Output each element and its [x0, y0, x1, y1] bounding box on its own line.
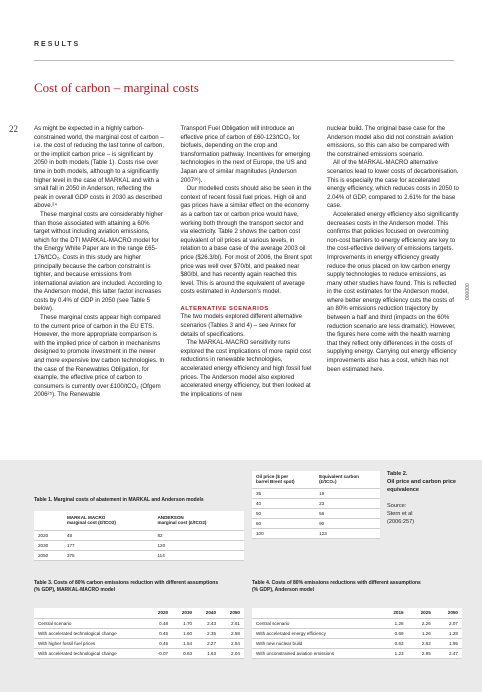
table-cell: 56	[315, 508, 380, 518]
side-code: 000000	[465, 283, 471, 300]
table2	[252, 471, 380, 539]
table-header-cell: 2030	[172, 608, 196, 618]
table-row	[34, 648, 244, 658]
table-row	[252, 638, 462, 648]
table-cell: 90	[315, 518, 380, 528]
table-row	[34, 618, 244, 628]
section-label: RESULTS	[34, 41, 81, 48]
table-row	[34, 550, 244, 560]
table-cell: 375	[63, 550, 154, 560]
table-header-cell: ANDERSON marginal cost (£/tCO2)	[153, 511, 244, 530]
table-cell: 82	[153, 530, 244, 540]
table-row	[252, 628, 462, 638]
body-columns	[34, 125, 459, 399]
table-header-row	[252, 471, 380, 488]
top-rule	[34, 60, 454, 61]
table-header-cell: 2040	[196, 608, 220, 618]
page-number: 22	[9, 124, 18, 134]
table-header-cell: 2025	[408, 608, 435, 618]
body-column-2	[180, 125, 313, 398]
table-cell: 1.60	[172, 628, 196, 638]
table-row	[34, 638, 244, 648]
table-cell: 120	[153, 540, 244, 550]
table-cell: 2.04	[220, 648, 244, 658]
paragraph: nuclear build. The original base case for the Anderson model also did not constrain aviation emissions, so this can also be compared with the constrained emissions scenario.	[327, 125, 454, 158]
table-cell: With higher fossil fuel prices	[34, 638, 148, 648]
table-cell: 1.26	[408, 628, 435, 638]
table-cell: 2.61	[220, 618, 244, 628]
paragraph: The two models explored different alternative scenarios (Tables 3 and 4) – see Annex for details of specifications.	[180, 313, 302, 338]
table-header-row	[34, 608, 244, 618]
table-cell: With new nuclear build	[252, 638, 380, 648]
table-cell: 0.63	[172, 648, 196, 658]
table-cell: 2.95	[408, 648, 435, 658]
table-cell: 2.47	[435, 648, 462, 658]
table-cell: 48	[63, 530, 154, 540]
table-cell: 50	[252, 508, 315, 518]
table-cell: 1.23	[380, 648, 407, 658]
table-header-row	[252, 608, 462, 618]
table-cell: 1.54	[172, 638, 196, 648]
table-header-cell: MARKAL MACRO marginal cost (£/tCO2)	[63, 511, 154, 530]
paragraph: These marginal costs appear high compared to the current price of carbon in the EU ETS. However, the more appropriate comparison is with the implied price of carbon in mechanisms designed to promote investment in the newer and more expensive low carbon technologies. In the case of the Renewables Obligation, for example, the effective price of carbon to consumers is currently over £100/tCO₂ (Ofgem 2006²⁵). The Renewable	[34, 314, 165, 399]
table-cell: With unconstrained aviation emissions	[252, 648, 380, 658]
paragraph: All of the MARKAL-MACRO alternative scenarios lead to lower costs of decarbonisation. This is especially the case for accelerated energy efficiency, which reduces costs in 2050 to 2.04% of GDP, compared to 2.61% for the base case.	[327, 159, 459, 210]
table-row	[252, 648, 462, 658]
table-cell: Central scenario	[34, 618, 148, 628]
table-header-cell: 2015	[380, 608, 407, 618]
table-cell: 123	[315, 528, 380, 538]
table-header-cell: 2050	[220, 608, 244, 618]
table-cell: 2020	[34, 530, 63, 540]
table-cell: 0.48	[148, 618, 172, 628]
table-row	[34, 628, 244, 638]
table2-caption-source: Source: Stern et al (2006:257)	[387, 503, 415, 525]
table-header-row	[34, 511, 244, 530]
table-header-cell: Equivalent carbon (£/tCO₂)	[315, 471, 380, 488]
table-cell: 1.70	[172, 618, 196, 628]
table-cell: 0.45	[148, 628, 172, 638]
table3	[34, 608, 244, 659]
table-header-cell: 2050	[435, 608, 462, 618]
table-cell: 1.28	[435, 628, 462, 638]
table2-caption	[387, 470, 457, 526]
paragraph: These marginal costs are considerably higher than those associated with attaining a 60% target without including aviation emissions, which for the DTI MARKAL-MACRO model for the Energy White Paper are in the range £65-176/tCO₂. Costs in this study are higher principally because the carbon constraint is tighter, and because emissions from international aviation are included. According to the Anderson model, this latter factor increases costs by 0.4% of GDP in 2050 (see Table 5 below).	[34, 210, 163, 313]
table-cell: 2.54	[220, 638, 244, 648]
table-cell: 0.45	[148, 638, 172, 648]
table-cell: 2.62	[408, 638, 435, 648]
table-cell: 2.43	[196, 618, 220, 628]
table-cell: With accelerated technological change	[34, 628, 148, 638]
table-cell: 0.69	[380, 628, 407, 638]
table-row	[252, 488, 380, 498]
table4	[252, 608, 462, 659]
table-row	[252, 498, 380, 508]
paragraph: As might be expected in a highly carbon-constrained world, the marginal cost of carbon – i.e. the cost of reducing the last tonne of carbon, or the implicit carbon price – is significant by 2050 in both models (Table 1). Costs rise over time in both models, although to a significantly higher level in the case of MARKAL and with a small fall in 2050 in Anderson, reflecting the peak in overall GDP costs in 2030 as described above.²⁴	[34, 125, 165, 210]
paragraph: Our modelled costs should also be seen in the context of recent fossil fuel prices. High oil and gas prices have a similar effect on the economy as a carbon tax or carbon price would have, working both through the transport sector and via electricity. Table 2 shows the carbon cost equivalent of oil prices at various levels, in relation to a base case of the average 2003 oil price ($26.3/bl). For most of 2006, the Brent spot price was well over $70/bl, and peaked near $80/bl, and has recently again reached this level. This is around the equivalent of average costs estimated in Anderson's model.	[180, 185, 312, 296]
table-cell: 0.63	[380, 638, 407, 648]
table-cell: With accelerated technological change	[34, 648, 148, 658]
paragraph: The MARKAL-MACRO sensitivity runs explored the cost implications of more rapid cost reductions in renewable technologies, accelerated energy efficiency and high fossil fuel prices. The Anderson model also explored accelerated energy efficiency, but then looked at the implications of new	[180, 339, 312, 398]
table1-title: Table 1. Marginal costs of abatement in MARKAL and Anderson models	[34, 497, 204, 503]
table-cell: 114	[153, 550, 244, 560]
table-row	[252, 618, 462, 628]
table-cell: 1.26	[380, 618, 407, 628]
table-cell: With accelerated energy efficiency	[252, 628, 380, 638]
table-cell: 2.07	[435, 618, 462, 628]
table-cell: 19	[315, 488, 380, 498]
table1	[34, 511, 244, 561]
table-header-cell: 2020	[148, 608, 172, 618]
table3-title: Table 3. Costs of 80% carbon emissions reduction with different assumptions (% GDP), MARKAL-MACRO model	[34, 580, 219, 593]
table-cell: 2030	[34, 540, 63, 550]
table-cell: 23	[315, 498, 380, 508]
table-cell: 2.58	[220, 628, 244, 638]
table-cell: 40	[252, 498, 315, 508]
table-cell: 1.95	[435, 638, 462, 648]
table-cell: 177	[63, 540, 154, 550]
table-row	[34, 540, 244, 550]
body-column-3	[327, 125, 459, 373]
table-cell: 1.63	[196, 648, 220, 658]
paragraph: Transport Fuel Obligation will introduce an effective price of carbon of £60-123/tCO₂ for biofuels, depending on the crop and transformation pathway. Incentives for emerging technologies in the next of Europe, the US and Japan are of similar magnitudes (Anderson 2007²⁶).	[180, 125, 311, 184]
table-row	[252, 528, 380, 538]
section-heading: ALTERNATIVE SCENARIOS	[180, 305, 269, 312]
paragraph: Accelerated energy efficiency also significantly decreases costs in the Anderson model. This confirms that policies focused on overcoming non-cost barriers to energy efficiency are key to the cost-effective delivery of emissions targets. Improvements in energy efficiency greatly reduce the onus placed on low carbon energy supply technologies to reduce emissions, as many other studies have found. This is reflected in the cost estimates for the Anderson model, where better energy efficiency cuts the costs of an 80% emissions reduction trajectory by between a half and third (impacts on the 60% reduction scenario are less dramatic). However, the figures here come with the health warning that they reflect only differences in the costs of supplying energy. Carrying out energy efficiency improvements also has a cost, which has not been estimated here.	[327, 210, 459, 373]
table-cell: 2.35	[196, 628, 220, 638]
table-header-cell	[34, 511, 63, 530]
body-column-1	[34, 125, 166, 399]
table-row	[34, 530, 244, 540]
table-header-cell	[252, 608, 380, 618]
table-cell: 35	[252, 488, 315, 498]
table-cell: -0.07	[148, 648, 172, 658]
page-title: Cost of carbon – marginal costs	[34, 80, 199, 95]
table-cell: 2.27	[196, 638, 220, 648]
table-header-cell: Oil price ($ per barrel Brent spot)	[252, 471, 315, 488]
table2-caption-title: Table 2. Oil price and carbon price equivalence	[387, 471, 457, 493]
table-cell: 100	[252, 528, 315, 538]
table-cell: 60	[252, 518, 315, 528]
table-row	[252, 518, 380, 528]
table-row	[252, 508, 380, 518]
table-header-cell	[34, 608, 148, 618]
table4-title: Table 4. Costs of 80% emissions reductions with different assumptions (% GDP), Anderson model	[252, 580, 421, 593]
table-cell: Central scenario	[252, 618, 380, 628]
table-cell: 2050	[34, 550, 63, 560]
table-cell: 2.26	[408, 618, 435, 628]
